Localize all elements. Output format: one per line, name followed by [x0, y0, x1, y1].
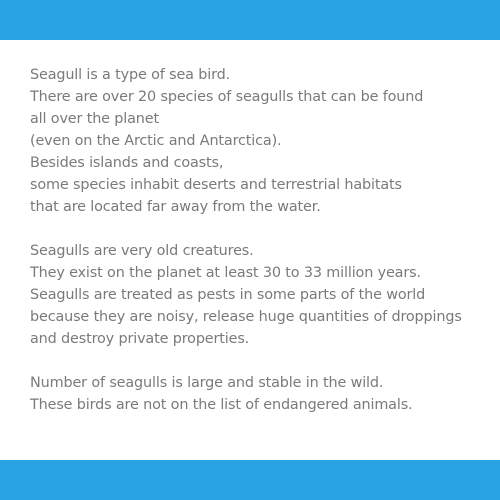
article-text	[30, 64, 496, 438]
paragraph-1	[30, 64, 496, 218]
text-line: They exist on the planet at least 30 to 33 million years.	[30, 265, 421, 281]
text-line: There are over 20 species of seagulls that can be found	[30, 89, 424, 105]
bottom-banner-bar	[0, 460, 500, 500]
top-banner-bar	[0, 0, 500, 40]
text-line: because they are noisy, release huge quantities of droppings	[30, 309, 462, 325]
paragraph-2	[30, 240, 496, 350]
text-line: Seagulls are treated as pests in some parts of the world	[30, 287, 426, 303]
text-line: that are located far away from the water.	[30, 199, 321, 215]
text-line: all over the planet	[30, 111, 159, 127]
text-line: Seagull is a type of sea bird.	[30, 67, 231, 83]
text-line: These birds are not on the list of endangered animals.	[30, 397, 413, 413]
text-line: (even on the Arctic and Antarctica).	[30, 133, 282, 149]
paragraph-3	[30, 372, 496, 416]
text-line: Besides islands and coasts,	[30, 155, 224, 171]
text-line: and destroy private properties.	[30, 331, 250, 347]
text-line: some species inhabit deserts and terrestrial habitats	[30, 177, 402, 193]
text-line: Seagulls are very old creatures.	[30, 243, 254, 259]
text-line: Number of seagulls is large and stable in the wild.	[30, 375, 384, 391]
